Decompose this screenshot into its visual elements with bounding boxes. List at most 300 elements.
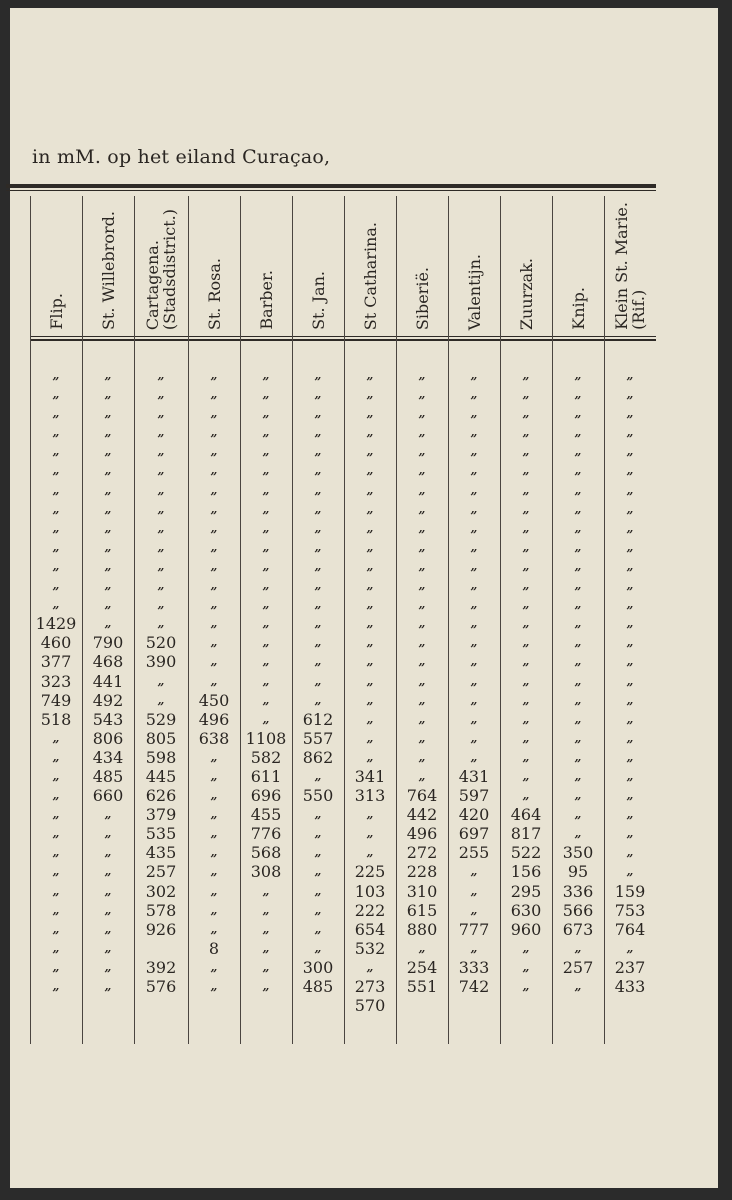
table-cell: „ xyxy=(314,501,322,516)
table-cell: „ xyxy=(210,654,218,669)
table-cell: 228 xyxy=(406,862,438,882)
table-cell: „ xyxy=(574,768,582,783)
table-cell: „ xyxy=(210,902,218,917)
table-cell: „ xyxy=(522,979,530,993)
table-cell: „ xyxy=(210,463,218,478)
table-cell: „ xyxy=(574,673,582,688)
table-cell: 333 xyxy=(458,957,490,977)
table-cell: „ xyxy=(574,482,582,497)
table-cell: „ xyxy=(574,788,582,803)
table-cell: „ xyxy=(470,482,478,497)
table-cell: „ xyxy=(522,711,530,726)
table-cell: „ xyxy=(104,921,112,936)
header-bottom-rule xyxy=(30,336,656,337)
table-cell: „ xyxy=(210,578,218,593)
table-cell: „ xyxy=(574,406,582,421)
table-cell: „ xyxy=(626,520,634,535)
table-cell: „ xyxy=(574,368,582,382)
table-cell: „ xyxy=(522,597,530,612)
table-cell: „ xyxy=(418,616,426,631)
table-cell: 431 xyxy=(458,766,490,786)
table-cell: „ xyxy=(470,387,478,402)
table-cell: „ xyxy=(157,673,165,688)
table-top-rule-thin xyxy=(6,190,656,191)
table-cell: „ xyxy=(262,883,270,898)
table-cell: „ xyxy=(626,597,634,612)
table-cell: „ xyxy=(262,597,270,612)
table-cell: „ xyxy=(522,444,530,459)
table-cell: 576 xyxy=(145,977,177,996)
table-cell: 529 xyxy=(145,709,177,729)
table-cell: „ xyxy=(574,463,582,478)
table-cell: „ xyxy=(104,501,112,516)
table-cell: „ xyxy=(157,501,165,516)
table-cell: „ xyxy=(104,883,112,898)
table-cell xyxy=(134,939,188,958)
table-cell: „ xyxy=(366,654,374,669)
table-cell: „ xyxy=(574,444,582,459)
table-cell: „ xyxy=(210,387,218,402)
table-cell: „ xyxy=(104,387,112,402)
table-cell: „ xyxy=(314,425,322,440)
table-cell: „ xyxy=(52,864,60,879)
table-cell: „ xyxy=(262,692,270,707)
table-cell: „ xyxy=(418,749,426,764)
table-cell: „ xyxy=(574,940,582,955)
table-cell: „ xyxy=(574,501,582,516)
table-cell: „ xyxy=(626,368,634,382)
table-cell: „ xyxy=(104,845,112,860)
column-header-barber xyxy=(240,196,292,334)
table-cell: „ xyxy=(418,368,426,382)
table-cell: „ xyxy=(470,654,478,669)
table-cell: „ xyxy=(626,635,634,650)
table-cell: „ xyxy=(574,635,582,650)
table-cell: 615 xyxy=(406,900,438,920)
column-header-zuurzak xyxy=(500,196,552,334)
table-cell: „ xyxy=(626,406,634,421)
table-cell: „ xyxy=(470,558,478,573)
column-header-label: St. Willebrord. xyxy=(98,210,118,330)
table-cell: 880 xyxy=(406,919,438,939)
table-cell: „ xyxy=(574,749,582,764)
table-cell: „ xyxy=(366,520,374,535)
column-header-st-rosa xyxy=(188,196,240,334)
column-header-label: St. Jan. xyxy=(308,271,328,330)
table-cell: „ xyxy=(157,406,165,421)
table-cell: „ xyxy=(314,864,322,879)
table-cell: „ xyxy=(366,539,374,554)
table-cell: 673 xyxy=(562,919,594,939)
table-cell: 626 xyxy=(145,786,177,806)
table-cell: „ xyxy=(366,616,374,631)
table-cell: 445 xyxy=(145,766,177,786)
table-cell: „ xyxy=(574,730,582,745)
table-cell: „ xyxy=(52,730,60,745)
table-cell: „ xyxy=(262,425,270,440)
table-cell: „ xyxy=(157,368,165,382)
table-cell: 434 xyxy=(92,747,124,767)
table-cell: „ xyxy=(366,406,374,421)
table-cell: „ xyxy=(626,501,634,516)
table-cell: „ xyxy=(418,539,426,554)
table-cell: „ xyxy=(470,578,478,593)
table-cell: „ xyxy=(470,597,478,612)
table-cell: „ xyxy=(470,730,478,745)
table-cell: „ xyxy=(366,368,374,382)
column-header-label: Flip. xyxy=(46,293,66,330)
table-cell: „ xyxy=(104,979,112,993)
table-cell: „ xyxy=(470,520,478,535)
table-cell: „ xyxy=(574,387,582,402)
table-cell: „ xyxy=(522,959,530,974)
table-cell: 568 xyxy=(250,843,282,863)
table-cell: „ xyxy=(366,635,374,650)
table-cell: „ xyxy=(52,921,60,936)
table-cell: 379 xyxy=(145,805,177,825)
table-cell: „ xyxy=(418,463,426,478)
table-cell: „ xyxy=(366,387,374,402)
table-cell: „ xyxy=(262,635,270,650)
table-cell: „ xyxy=(574,520,582,535)
data-column-cartagena xyxy=(134,366,188,996)
table-cell: „ xyxy=(210,635,218,650)
column-header-label: Zuurzak. xyxy=(516,257,536,330)
table-cell: „ xyxy=(418,578,426,593)
table-cell: „ xyxy=(418,444,426,459)
table-cell: „ xyxy=(470,864,478,879)
table-cell: „ xyxy=(626,749,634,764)
table-cell: „ xyxy=(418,692,426,707)
table-cell: „ xyxy=(314,692,322,707)
table-cell: „ xyxy=(522,673,530,688)
table-cell: „ xyxy=(262,520,270,535)
table-cell: „ xyxy=(470,444,478,459)
table-cell: „ xyxy=(418,730,426,745)
table-cell: „ xyxy=(522,788,530,803)
table-cell: „ xyxy=(314,673,322,688)
table-cell: „ xyxy=(104,558,112,573)
table-cell: „ xyxy=(522,578,530,593)
table-cell: „ xyxy=(210,921,218,936)
table-cell: 496 xyxy=(406,824,438,844)
table-cell: „ xyxy=(626,940,634,955)
table-cell: „ xyxy=(522,482,530,497)
table-cell: „ xyxy=(470,539,478,554)
table-cell: „ xyxy=(574,654,582,669)
table-cell: „ xyxy=(470,902,478,917)
table-cell: „ xyxy=(418,768,426,783)
table-cell: „ xyxy=(470,711,478,726)
table-cell: „ xyxy=(366,845,374,860)
table-cell: „ xyxy=(522,425,530,440)
table-cell: „ xyxy=(366,826,374,841)
table-cell: „ xyxy=(470,368,478,382)
table-cell: „ xyxy=(104,463,112,478)
table-cell: „ xyxy=(626,692,634,707)
column-header-cartagena xyxy=(134,196,188,334)
table-cell: „ xyxy=(210,864,218,879)
table-cell: „ xyxy=(314,482,322,497)
data-column-st-rosa xyxy=(188,366,240,996)
table-cell: 696 xyxy=(250,786,282,806)
table-cell: 817 xyxy=(510,824,542,844)
table-cell: „ xyxy=(210,444,218,459)
table-cell: „ xyxy=(52,368,60,382)
table-cell: „ xyxy=(262,711,270,726)
table-cell: „ xyxy=(574,692,582,707)
table-cell: „ xyxy=(522,520,530,535)
table-cell: 742 xyxy=(458,977,490,996)
table-cell: „ xyxy=(470,673,478,688)
table-cell: „ xyxy=(626,711,634,726)
page-heading: in mM. op het eiland Curaçao, xyxy=(32,146,331,168)
table-cell: „ xyxy=(314,902,322,917)
table-cell: 377 xyxy=(40,652,72,672)
table-cell: 566 xyxy=(562,900,594,920)
column-header-flip xyxy=(30,196,82,334)
table-cell: „ xyxy=(262,368,270,382)
table-cell: „ xyxy=(210,749,218,764)
column-header-klein-st-marie xyxy=(604,196,656,334)
table-cell: „ xyxy=(104,616,112,631)
table-cell: „ xyxy=(574,807,582,822)
table-cell: „ xyxy=(52,539,60,554)
column-header-valentijn xyxy=(448,196,500,334)
table-cell: „ xyxy=(366,730,374,745)
table-cell: „ xyxy=(366,807,374,822)
table-cell: „ xyxy=(418,520,426,535)
table-cell: 520 xyxy=(145,633,177,653)
table-cell: „ xyxy=(157,558,165,573)
table-cell: „ xyxy=(262,959,270,974)
table-cell: 492 xyxy=(92,690,124,710)
table-cell: „ xyxy=(470,616,478,631)
table-cell: 630 xyxy=(510,900,542,920)
table-cell: „ xyxy=(262,463,270,478)
table-cell: „ xyxy=(470,940,478,955)
table-cell: 522 xyxy=(510,843,542,863)
table-cell: „ xyxy=(314,768,322,783)
table-cell: „ xyxy=(418,482,426,497)
table-cell: 598 xyxy=(145,747,177,767)
table-cell: „ xyxy=(157,539,165,554)
table-cell: 496 xyxy=(198,709,230,729)
table-cell: „ xyxy=(262,940,270,955)
table-cell: „ xyxy=(52,558,60,573)
table-cell: 805 xyxy=(145,728,177,748)
table-cell: 313 xyxy=(354,786,386,806)
table-cell: „ xyxy=(210,807,218,822)
column-header-label: Barber. xyxy=(256,270,276,330)
table-cell: „ xyxy=(210,673,218,688)
table-cell: „ xyxy=(104,520,112,535)
table-cell: „ xyxy=(522,539,530,554)
table-cell: „ xyxy=(522,692,530,707)
table-cell: „ xyxy=(52,940,60,955)
table-cell: „ xyxy=(52,463,60,478)
table-cell: „ xyxy=(52,406,60,421)
table-cell: „ xyxy=(574,597,582,612)
table-cell: „ xyxy=(522,654,530,669)
table-cell: 8 xyxy=(208,938,220,958)
table-cell: „ xyxy=(418,711,426,726)
table-cell: „ xyxy=(104,940,112,955)
table-cell: „ xyxy=(626,807,634,822)
table-cell: „ xyxy=(522,558,530,573)
table-cell: 570 xyxy=(354,996,386,1016)
table-cell: „ xyxy=(522,749,530,764)
table-cell: „ xyxy=(626,425,634,440)
table-cell: „ xyxy=(314,845,322,860)
column-header-label: Klein St. Marie. (Rif.) xyxy=(612,202,648,330)
data-column-barber xyxy=(240,366,292,996)
table-cell: „ xyxy=(52,902,60,917)
header-bottom-rule-double xyxy=(30,339,656,341)
table-cell: „ xyxy=(366,501,374,516)
column-header-st-jan xyxy=(292,196,344,334)
table-cell: 557 xyxy=(302,728,334,748)
table-cell: „ xyxy=(314,520,322,535)
table-cell: 460 xyxy=(40,633,72,653)
table-cell: 551 xyxy=(406,977,438,996)
table-cell: „ xyxy=(157,520,165,535)
table-cell: 254 xyxy=(406,957,438,977)
column-header-st-willebrord xyxy=(82,196,134,334)
table-cell: „ xyxy=(210,501,218,516)
table-cell: „ xyxy=(470,463,478,478)
table-cell: „ xyxy=(52,578,60,593)
table-cell: „ xyxy=(157,482,165,497)
table-cell: „ xyxy=(314,883,322,898)
table-cell: „ xyxy=(314,406,322,421)
table-cell: 237 xyxy=(614,957,646,977)
table-cell: „ xyxy=(52,788,60,803)
table-cell: 764 xyxy=(614,919,646,939)
table-cell: „ xyxy=(366,959,374,974)
table-cell: „ xyxy=(262,654,270,669)
column-header-label: St Catharina. xyxy=(360,221,380,330)
table-cell: 450 xyxy=(198,690,230,710)
table-cell: 960 xyxy=(510,919,542,939)
table-cell: „ xyxy=(262,902,270,917)
table-cell: „ xyxy=(522,368,530,382)
table-cell: „ xyxy=(574,979,582,993)
table-cell: „ xyxy=(470,692,478,707)
table-cell: „ xyxy=(104,368,112,382)
table-cell: 433 xyxy=(614,977,646,996)
table-cell: „ xyxy=(157,616,165,631)
data-column-st-jan xyxy=(292,366,344,996)
table-cell: „ xyxy=(104,482,112,497)
table-cell: „ xyxy=(366,578,374,593)
table-cell: „ xyxy=(366,597,374,612)
table-cell: „ xyxy=(470,501,478,516)
table-cell: „ xyxy=(210,845,218,860)
table-cell: 350 xyxy=(562,843,594,863)
table-cell: 159 xyxy=(614,881,646,901)
table-cell: „ xyxy=(626,558,634,573)
table-cell: 435 xyxy=(145,843,177,863)
table-cell: „ xyxy=(366,711,374,726)
table-cell: „ xyxy=(210,768,218,783)
table-cell: „ xyxy=(574,711,582,726)
table-cell: 464 xyxy=(510,805,542,825)
table-cell: „ xyxy=(210,826,218,841)
table-cell: 103 xyxy=(354,881,386,901)
table-cell: „ xyxy=(104,406,112,421)
table-cell: „ xyxy=(522,730,530,745)
table-cell: „ xyxy=(314,597,322,612)
table-cell: „ xyxy=(574,826,582,841)
table-cell: „ xyxy=(418,940,426,955)
table-cell: „ xyxy=(314,463,322,478)
table-cell: 257 xyxy=(145,862,177,882)
table-cell: „ xyxy=(52,959,60,974)
table-cell: „ xyxy=(52,482,60,497)
table-cell: „ xyxy=(626,444,634,459)
table-cell: „ xyxy=(262,673,270,688)
table-cell: „ xyxy=(626,845,634,860)
table-cell: „ xyxy=(210,959,218,974)
table-cell: „ xyxy=(104,578,112,593)
table-cell: „ xyxy=(104,826,112,841)
data-column-st-willebrord xyxy=(82,366,134,996)
table-cell: „ xyxy=(104,444,112,459)
table-cell: „ xyxy=(157,597,165,612)
table-cell: „ xyxy=(314,826,322,841)
table-cell: „ xyxy=(262,921,270,936)
table-cell: 257 xyxy=(562,957,594,977)
table-cell: „ xyxy=(104,597,112,612)
table-cell: 156 xyxy=(510,862,542,882)
table-cell: 753 xyxy=(614,900,646,920)
table-cell: „ xyxy=(210,883,218,898)
table-cell: „ xyxy=(104,902,112,917)
table-cell: „ xyxy=(314,616,322,631)
table-cell: 225 xyxy=(354,862,386,882)
table-cell: „ xyxy=(262,616,270,631)
table-cell: 468 xyxy=(92,652,124,672)
table-cell: 323 xyxy=(40,671,72,691)
table-cell: „ xyxy=(574,578,582,593)
table-cell: „ xyxy=(314,921,322,936)
table-cell: 310 xyxy=(406,881,438,901)
table-cell: „ xyxy=(418,597,426,612)
table-cell: 790 xyxy=(92,633,124,653)
table-cell: „ xyxy=(418,425,426,440)
table-cell: „ xyxy=(52,749,60,764)
table-cell: 612 xyxy=(302,709,334,729)
table-cell: „ xyxy=(314,539,322,554)
data-column-klein-st-marie xyxy=(604,366,656,996)
table-cell: 582 xyxy=(250,747,282,767)
data-column-flip xyxy=(30,366,82,996)
table-cell: 806 xyxy=(92,728,124,748)
column-header-st-catharina xyxy=(344,196,396,334)
table-cell: „ xyxy=(522,635,530,650)
column-header-label: Valentijn. xyxy=(464,253,484,330)
table-cell: „ xyxy=(626,730,634,745)
table-cell: „ xyxy=(366,749,374,764)
data-column-knip xyxy=(552,366,604,996)
table-cell: „ xyxy=(104,539,112,554)
table-cell: „ xyxy=(104,864,112,879)
table-cell: 390 xyxy=(145,652,177,672)
table-cell: „ xyxy=(52,597,60,612)
table-cell: „ xyxy=(626,539,634,554)
table-cell: „ xyxy=(262,979,270,993)
